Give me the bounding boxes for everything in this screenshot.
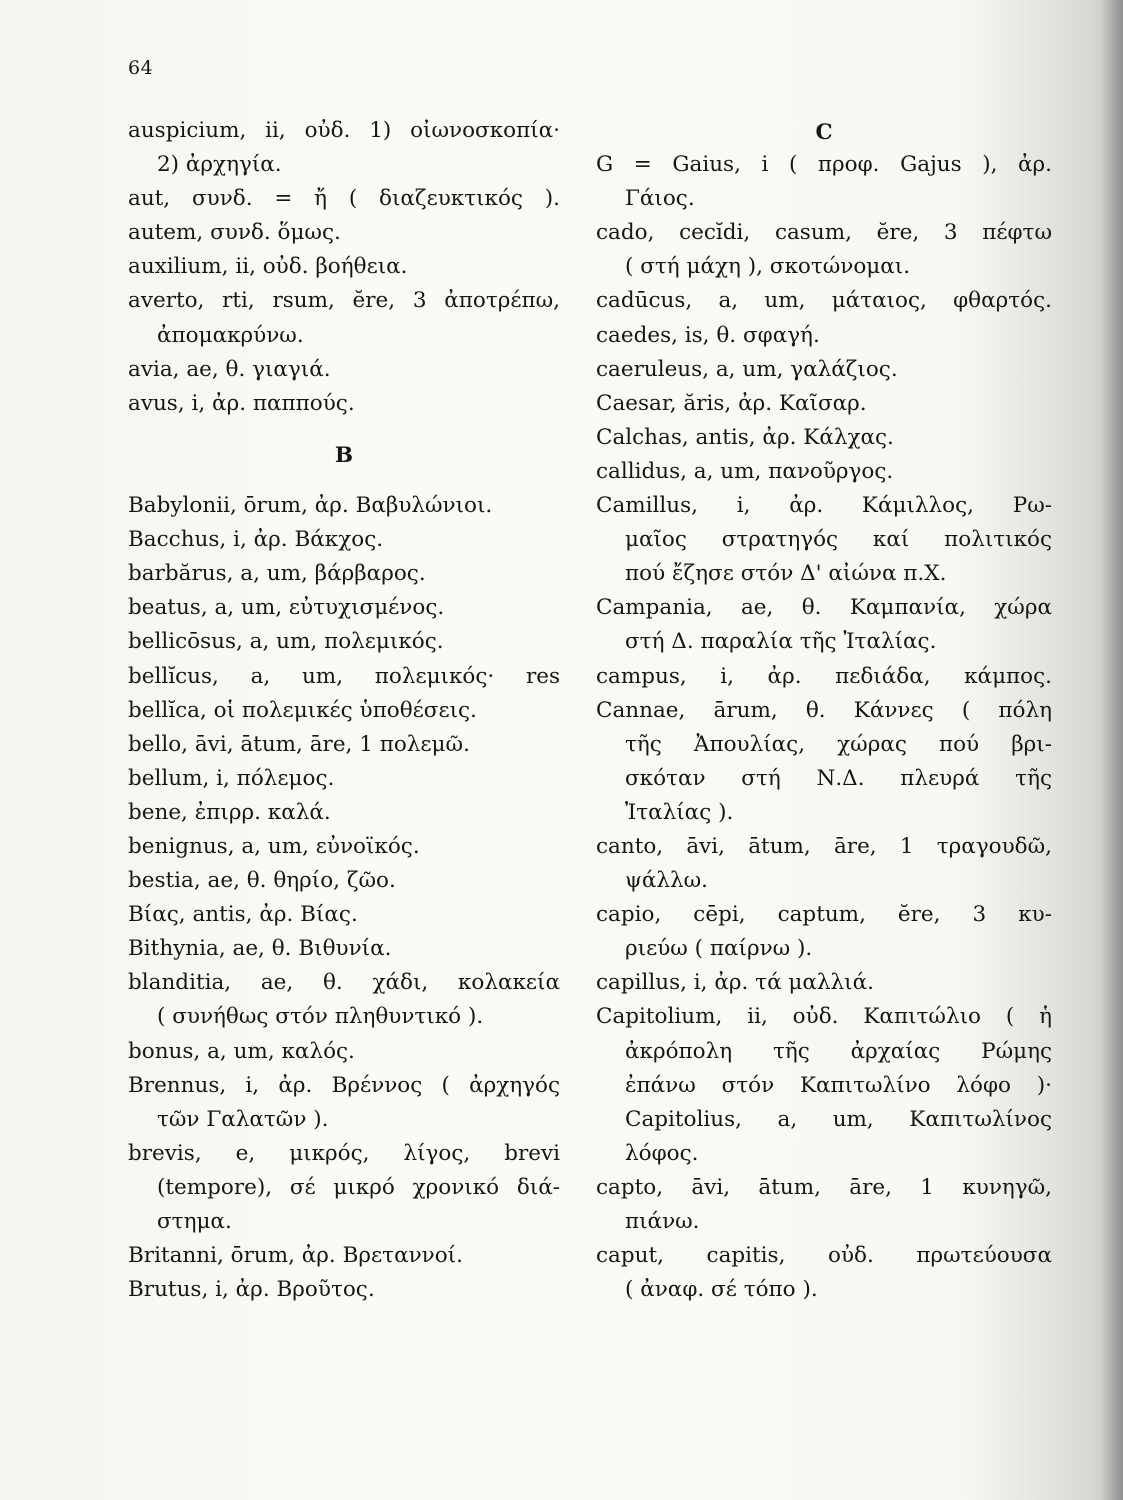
- entry-line: Bithynia, ae, θ. Βιθυνία.: [128, 936, 392, 962]
- entry-line: bestia, ae, θ. θηρίο, ζῶο.: [128, 868, 396, 894]
- entry-line-continuation: πιάνω.: [625, 1209, 700, 1234]
- entry-line: barbărus, a, um, βάρβαρος.: [128, 561, 426, 587]
- entry-line: capto, āvi, ātum, āre, 1 κυνηγῶ,: [596, 1174, 1052, 1200]
- entry-line-continuation: Γάιος.: [625, 186, 695, 212]
- entry-line: cado, cecĭdi, casum, ĕre, 3 πέφτω: [596, 220, 1052, 246]
- page-number: 64: [128, 57, 154, 79]
- entry-line-continuation: ( ἀναφ. σέ τόπο ).: [625, 1277, 818, 1303]
- entry-line-continuation: λόφος.: [625, 1140, 699, 1166]
- entry-line: beatus, a, um, εὐτυχισμένος.: [128, 595, 445, 621]
- section-heading-b: B: [334, 442, 354, 468]
- entry-line-continuation: ριεύω ( παίρνω ).: [625, 936, 813, 962]
- entry-line: callidus, a, um, πανοῦργος.: [596, 458, 894, 484]
- entry-line-continuation: ἀπομακρύνω.: [157, 322, 304, 348]
- entry-line: bellum, i, πόλεμος.: [128, 765, 335, 791]
- entry-line: Capitolium, ii, οὐδ. Καπιτώλιο ( ἡ: [596, 1004, 1052, 1030]
- entry-line-continuation: τῶν Γαλατῶν ).: [157, 1106, 329, 1132]
- entry-line-continuation: 2) ἀρχηγία.: [157, 152, 282, 178]
- entry-line-continuation: ( συνήθως στόν πληθυντικό ).: [157, 1004, 484, 1030]
- entry-line-continuation: (tempore), σέ μικρό χρονικό διά-: [157, 1174, 560, 1200]
- entry-line: caedes, is, θ. σφαγή.: [596, 322, 820, 348]
- entry-line: G = Gaius, i ( προφ. Gajus ), ἀρ.: [596, 152, 1052, 178]
- entry-line: Cannae, ārum, θ. Κάννες ( πόλη: [596, 697, 1052, 723]
- entry-line-continuation: ἀκρόπολη τῆς ἀρχαίας Ρώμης: [625, 1038, 1052, 1064]
- entry-line: auxilium, ii, οὐδ. βοήθεια.: [128, 254, 408, 280]
- entry-line: Britanni, ōrum, ἀρ. Βρεταννοί.: [128, 1243, 463, 1269]
- entry-line-continuation: Capitolius, a, um, Καπιτωλίνος: [625, 1106, 1052, 1132]
- entry-line: aut, συνδ. = ἤ ( διαζευκτικός ).: [128, 186, 560, 212]
- right-column: [596, 114, 1052, 1307]
- entry-line-continuation: στή Δ. παραλία τῆς Ἰταλίας.: [625, 629, 937, 655]
- entry-line: campus, i, ἀρ. πεδιάδα, κάμπος.: [596, 663, 1052, 689]
- entry-line: capio, cēpi, captum, ĕre, 3 κυ-: [596, 902, 1052, 928]
- section-heading-c: C: [815, 120, 833, 145]
- entry-line: Βίας, antis, ἀρ. Βίας.: [128, 902, 358, 928]
- entry-line: bello, āvi, ātum, āre, 1 πολεμῶ.: [128, 731, 470, 757]
- left-column: [128, 114, 560, 1307]
- entry-line: Babylonii, ōrum, ἀρ. Βαβυλώνιοι.: [128, 493, 493, 519]
- entry-line: bellicōsus, a, um, πολεμικός.: [128, 629, 444, 655]
- entry-line: capillus, i, ἀρ. τά μαλλιά.: [596, 970, 874, 996]
- entry-line-continuation: στημα.: [157, 1209, 232, 1234]
- entry-line-continuation: σκόταν στή Ν.Δ. πλευρά τῆς: [625, 765, 1052, 791]
- entry-line-continuation: ( στή μάχη ), σκοτώνομαι.: [625, 254, 911, 280]
- entry-line: avia, ae, θ. γιαγιά.: [128, 356, 331, 382]
- entry-line: Camillus, i, ἀρ. Κάμιλλος, Ρω-: [596, 493, 1052, 519]
- entry-line-continuation: Ἰταλίας ).: [625, 799, 734, 825]
- entry-line: bellĭcus, a, um, πολεμικός· res: [128, 663, 560, 689]
- entry-line: autem, συνδ. ὅμως.: [128, 220, 341, 246]
- entry-line: benignus, a, um, εὐνοϊκός.: [128, 833, 420, 859]
- entry-line: auspicium, ii, οὐδ. 1) οἰωνοσκοπία·: [128, 118, 560, 143]
- entry-line-continuation: ἐπάνω στόν Καπιτωλίνο λόφο )·: [625, 1072, 1052, 1098]
- entry-line-continuation: ψάλλω.: [625, 868, 708, 894]
- entry-line-continuation: πού ἔζησε στόν Δ' αἰώνα π.Χ.: [625, 561, 947, 587]
- entry-line: bonus, a, um, καλός.: [128, 1038, 355, 1064]
- entry-line: bellĭca, οἱ πολεμικές ὑποθέσεις.: [128, 697, 477, 723]
- entry-line: caeruleus, a, um, γαλάζιος.: [596, 356, 898, 382]
- entry-line: Caesar, ăris, ἀρ. Καῖσαρ.: [596, 390, 867, 416]
- entry-line: caput, capitis, οὐδ. πρωτεύουσα: [596, 1243, 1052, 1269]
- entry-line: canto, āvi, ātum, āre, 1 τραγουδῶ,: [596, 833, 1052, 859]
- entry-line-continuation: μαῖος στρατηγός καί πολιτικός: [625, 527, 1052, 553]
- entry-line: brevis, e, μικρός, λίγος, brevi: [128, 1140, 560, 1166]
- page-edge-shadow: [1101, 0, 1123, 1500]
- entry-line: averto, rti, rsum, ĕre, 3 ἀποτρέπω,: [128, 288, 560, 314]
- entry-line: Brutus, i, ἀρ. Βροῦτος.: [128, 1277, 375, 1303]
- entry-line: cadūcus, a, um, μάταιος, φθαρτός.: [596, 288, 1052, 314]
- entry-line: Calchas, antis, ἀρ. Κάλχας.: [596, 424, 894, 450]
- entry-line: Campania, ae, θ. Καμπανία, χώρα: [596, 595, 1052, 621]
- entry-line: bene, ἐπιρρ. καλά.: [128, 799, 331, 825]
- entry-line: avus, i, ἀρ. παππούς.: [128, 390, 355, 416]
- entry-line: Brennus, i, ἀρ. Βρέννος ( ἀρχηγός: [128, 1072, 560, 1098]
- entry-line-continuation: τῆς Ἀπουλίας, χώρας πού βρι-: [625, 731, 1052, 757]
- entry-line: blanditia, ae, θ. χάδι, κολακεία: [128, 970, 560, 996]
- entry-line: Bacchus, i, ἀρ. Βάκχος.: [128, 527, 384, 553]
